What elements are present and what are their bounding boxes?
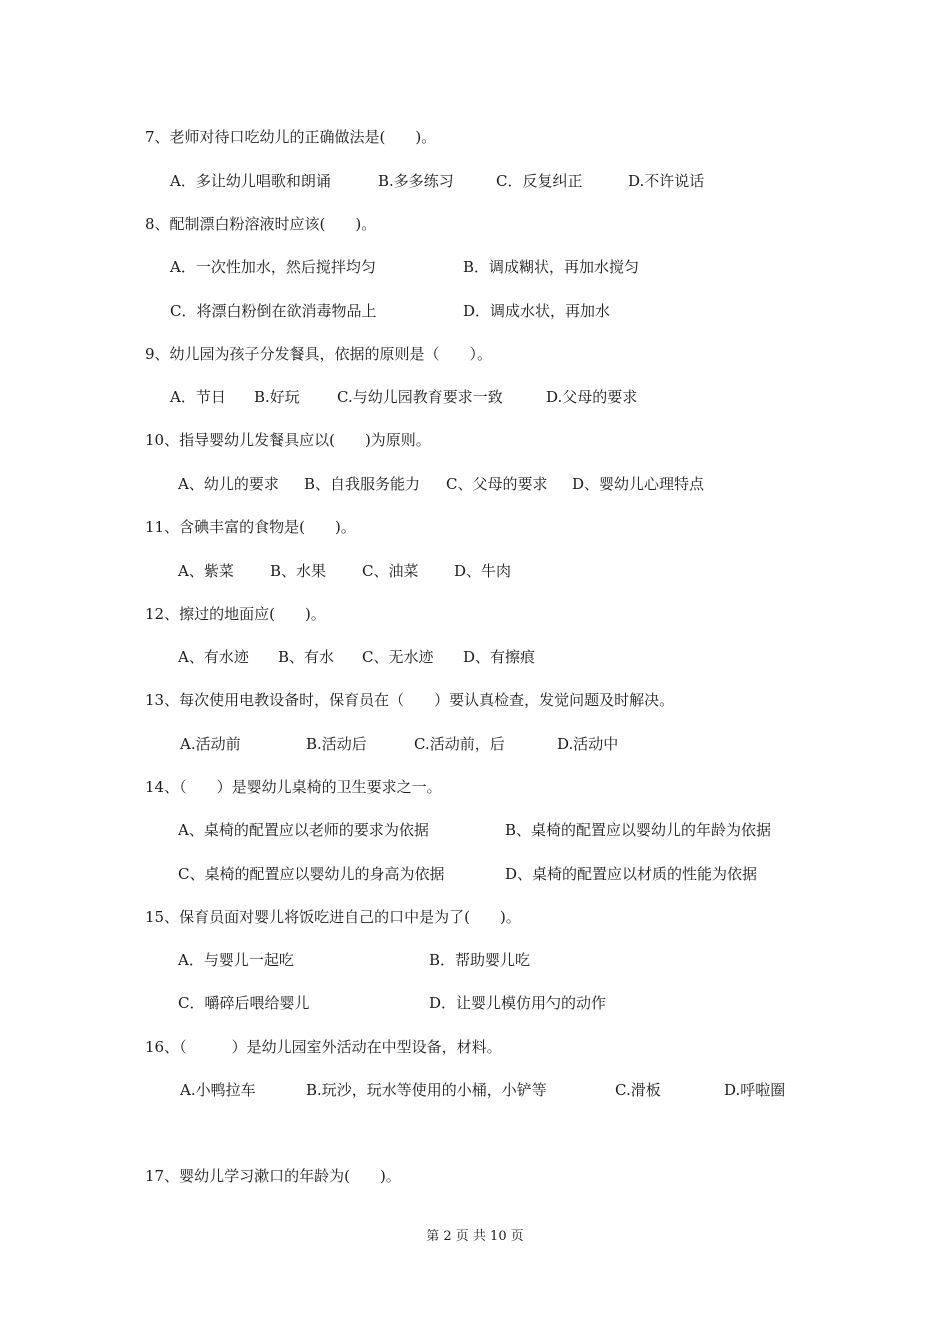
question-17-stem: 17、婴幼儿学习漱口的年龄为( )。 [145, 1167, 401, 1185]
question-11-option-c: C、油菜 [362, 562, 419, 580]
question-12-stem: 12、擦过的地面应( )。 [145, 605, 326, 623]
question-16-option-c: C.滑板 [615, 1081, 661, 1099]
question-7-stem: 7、老师对待口吃幼儿的正确做法是( )。 [145, 128, 437, 146]
question-13-option-a: A.活动前 [180, 735, 241, 753]
question-8-option-d: D．调成水状，再加水 [463, 302, 611, 320]
question-9-option-b: B.好玩 [254, 388, 300, 406]
question-7-option-a: A．多让幼儿唱歌和朗诵 [170, 172, 331, 190]
question-7-option-b: B.多多练习 [378, 172, 454, 190]
question-14-option-b: B、桌椅的配置应以婴幼儿的年龄为依据 [505, 821, 772, 839]
question-11-stem: 11、含碘丰富的食物是( )。 [145, 518, 356, 536]
question-16-option-d: D.呼啦圈 [724, 1081, 786, 1099]
question-7-option-c: C．反复纠正 [496, 172, 583, 190]
question-15-option-a: A．与婴儿一起吃 [178, 951, 294, 969]
question-10-stem: 10、指导婴幼儿发餐具应以( )为原则。 [145, 431, 431, 449]
question-15-stem: 15、保育员面对婴儿将饭吃进自己的口中是为了( )。 [145, 908, 521, 926]
question-16-option-a: A.小鸭拉车 [180, 1081, 256, 1099]
question-14-option-c: C、桌椅的配置应以婴幼儿的身高为依据 [178, 865, 445, 883]
question-13-option-d: D.活动中 [557, 735, 619, 753]
question-12-option-d: D、有擦痕 [463, 648, 536, 666]
question-8-option-a: A．一次性加水，然后搅拌均匀 [170, 258, 376, 276]
question-12-option-c: C、无水迹 [362, 648, 434, 666]
question-7-option-d: D.不许说话 [628, 172, 705, 190]
question-8-stem: 8、配制漂白粉溶液时应该( )。 [145, 215, 377, 233]
question-15-option-c: C．嚼碎后喂给婴儿 [178, 994, 310, 1012]
question-11-option-b: B、水果 [270, 562, 327, 580]
question-13-option-c: C.活动前，后 [414, 735, 505, 753]
question-13-stem: 13、每次使用电教设备时，保育员在（ ）要认真检查，发觉问题及时解决。 [145, 691, 675, 709]
question-9-option-d: D.父母的要求 [546, 388, 638, 406]
question-10-option-c: C、父母的要求 [446, 475, 548, 493]
question-12-option-b: B、有水 [278, 648, 335, 666]
question-14-option-a: A、桌椅的配置应以老师的要求为依据 [178, 821, 429, 839]
question-9-option-c: C.与幼儿园教育要求一致 [337, 388, 503, 406]
question-10-option-d: D、婴幼儿心理特点 [572, 475, 705, 493]
question-14-stem: 14、（ ）是婴幼儿桌椅的卫生要求之一。 [145, 778, 442, 796]
question-15-option-b: B．帮助婴儿吃 [429, 951, 531, 969]
question-9-option-a: A．节日 [170, 388, 226, 406]
question-8-option-c: C．将漂白粉倒在欲消毒物品上 [170, 302, 377, 320]
question-15-option-d: D．让婴儿模仿用勺的动作 [429, 994, 607, 1012]
question-8-option-b: B．调成糊状，再加水搅匀 [463, 258, 640, 276]
question-12-option-a: A、有水迹 [178, 648, 249, 666]
question-13-option-b: B.活动后 [306, 735, 367, 753]
question-10-option-b: B、自我服务能力 [304, 475, 421, 493]
question-9-stem: 9、幼儿园为孩子分发餐具，依据的原则是（ ）。 [145, 345, 493, 363]
question-11-option-a: A、紫菜 [178, 562, 234, 580]
page-number-footer: 第 2 页 共 10 页 [426, 1229, 524, 1244]
question-16-option-b: B.玩沙，玩水等使用的小桶，小铲等 [306, 1081, 547, 1099]
question-16-stem: 16、（ ）是幼儿园室外活动在中型设备，材料。 [145, 1038, 502, 1056]
question-10-option-a: A、幼儿的要求 [178, 475, 279, 493]
question-14-option-d: D、桌椅的配置应以材质的性能为依据 [505, 865, 758, 883]
question-11-option-d: D、牛肉 [454, 562, 512, 580]
